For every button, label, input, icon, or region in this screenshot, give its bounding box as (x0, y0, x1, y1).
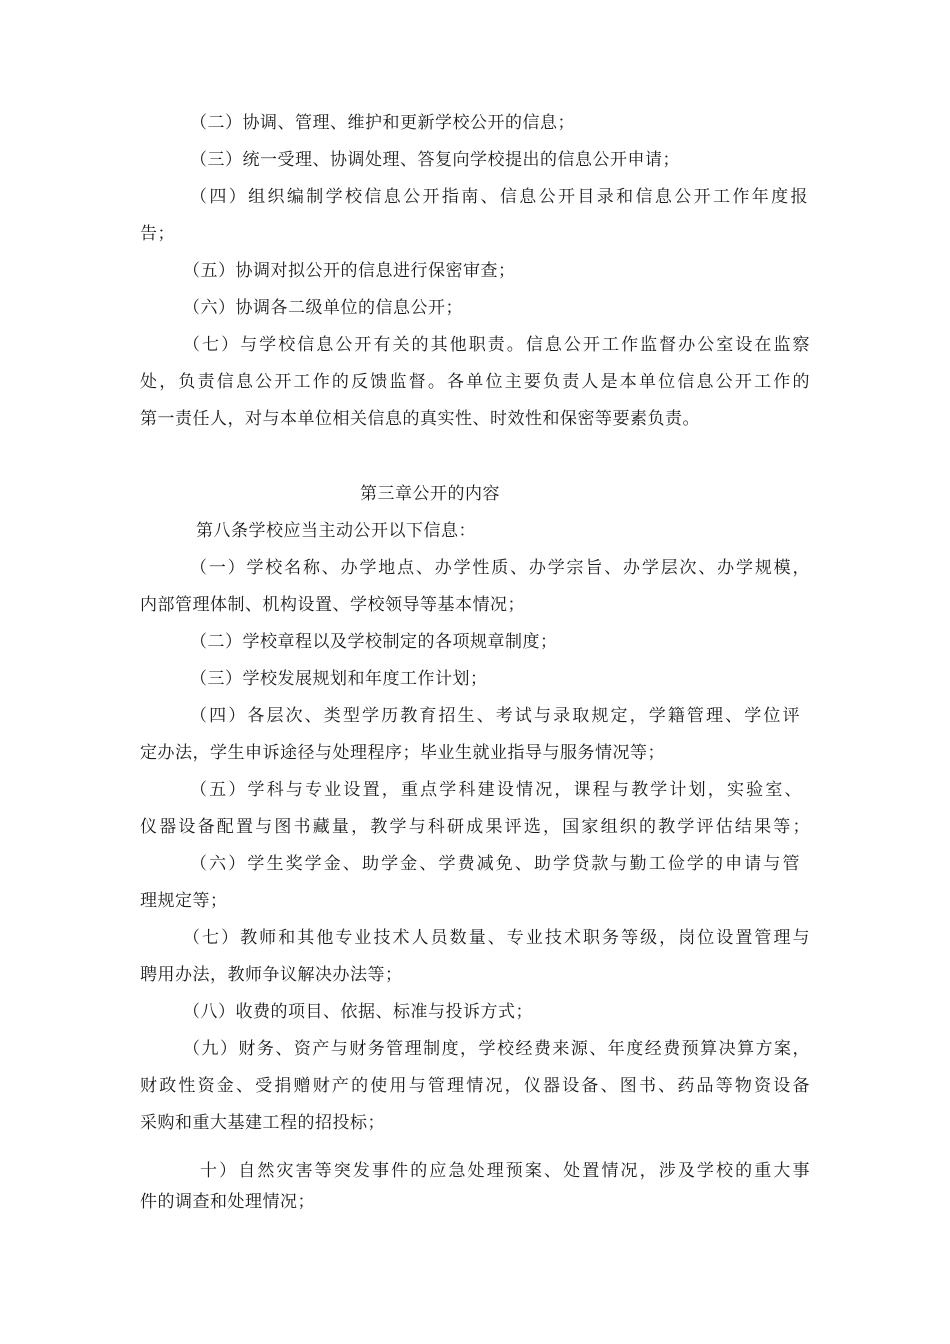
list-item: 件的调查和处理情况； (140, 1192, 315, 1212)
paragraph-line: 处，负责信息公开工作的反馈监督。各单位主要负责人是本单位信息公开工作的 (140, 372, 810, 392)
list-item: （二）学校章程以及学校制定的各项规章制度； (190, 632, 558, 652)
paragraph-line: 第一责任人，对与本单位相关信息的真实性、时效性和保密等要素负责。 (140, 409, 700, 429)
paragraph-line: （三）统一受理、协调处理、答复向学校提出的信息公开申请； (190, 150, 680, 170)
paragraph-line: （七）与学校信息公开有关的其他职责。信息公开工作监督办公室设在监察 (183, 335, 810, 355)
list-item: 内部管理体制、机构设置、学校领导等基本情况； (140, 595, 525, 615)
list-item: （三）学校发展规划和年度工作计划； (190, 669, 488, 689)
list-item: 仪器设备配置与图书藏量，教学与科研成果评选，国家组织的教学评估结果等； (140, 817, 810, 837)
paragraph-line: 告； (140, 224, 175, 244)
chapter-title: 第三章公开的内容 (360, 484, 500, 504)
list-item: 定办法，学生申诉途径与处理程序；毕业生就业指导与服务情况等； (140, 743, 665, 763)
list-item: （六）学生奖学金、助学金、学费减免、助学贷款与勤工俭学的申请与管 (190, 854, 800, 874)
paragraph-line: （四）组织编制学校信息公开指南、信息公开目录和信息公开工作年度报 (190, 187, 808, 207)
list-item: （七）教师和其他专业技术人员数量、专业技术职务等级，岗位设置管理与 (183, 928, 810, 948)
list-item: 采购和重大基建工程的招投标； (140, 1113, 385, 1133)
list-item: 十）自然灾害等突发事件的应急处理预案、处置情况，涉及学校的重大事 (200, 1161, 810, 1181)
list-item: （一）学校名称、办学地点、办学性质、办学宗旨、办学层次、办学规模， (190, 558, 810, 578)
article-intro: 第八条学校应当主动公开以下信息： (196, 521, 476, 541)
paragraph-line: （六）协调各二级单位的信息公开； (183, 298, 463, 318)
list-item: （四）各层次、类型学历教育招生、考试与录取规定，学籍管理、学位评 (190, 706, 800, 726)
list-item: 理规定等； (140, 891, 228, 911)
list-item: （九）财务、资产与财务管理制度，学校经费来源、年度经费预算决算方案， (183, 1039, 810, 1059)
list-item: （五）学科与专业设置，重点学科建设情况，课程与教学计划，实验室、 (190, 780, 802, 800)
paragraph-line: （二）协调、管理、维护和更新学校公开的信息； (190, 113, 575, 133)
paragraph-line: （五）协调对拟公开的信息进行保密审查； (183, 261, 516, 281)
list-item: 聘用办法，教师争议解决办法等； (140, 965, 403, 985)
list-item: 财政性资金、受捐赠财产的使用与管理情况，仪器设备、图书、药品等物资设备 (140, 1076, 810, 1096)
list-item: （八）收费的项目、依据、标准与投诉方式； (183, 1002, 533, 1022)
